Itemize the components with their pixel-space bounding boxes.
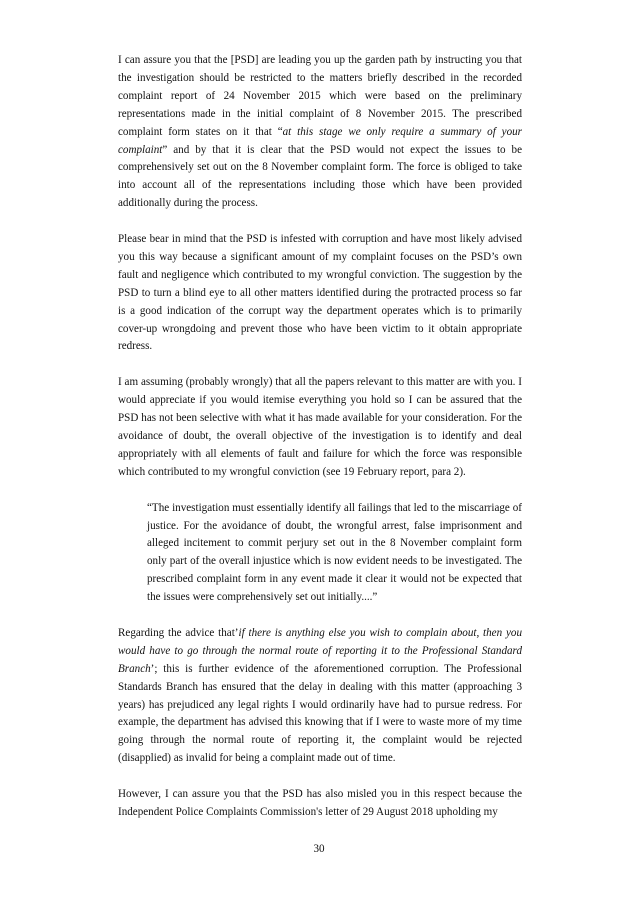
paragraph-text: ’; this is further evidence of the aforementioned corruption. The Professional Standards Branch has ensured that the delay in dealing with this matter (approaching 3 years) has prejudiced any legal rights I would ordinarily have had to pursue redress. For example, the department has advised this knowing that if I were to waste more of my time going through the normal route of reporting it, the complaint would be rejected (disapplied) as invalid for being a complaint made out of time. xyxy=(118,662,522,765)
paragraph-text: I can assure you that the [PSD] are leading you up the garden path by instructing you that the investigation should be restricted to the matters briefly described in the recorded complaint report of 24 November 2015 which were based on the preliminary representations made in the initial complaint of 8 November 2015. The prescribed complaint form states on it that “ xyxy=(118,54,522,138)
quoted-advice-text: if there is anything else you wish to complain about, then you would have to go through the normal route of reporting it to the Professional Standard Branch xyxy=(118,626,522,675)
page-body xyxy=(118,52,522,822)
paragraph-text: ” and by that it is clear that the PSD would not expect the issues to be comprehensively set out on the 8 November complaint form. The force is obliged to take into account all of the representations including those which have been provided additionally during the process. xyxy=(118,143,522,210)
paragraph-text: Regarding the advice that’ xyxy=(118,626,239,639)
block-quote: “The investigation must essentially identify all failings that led to the miscarriage of justice. For the avoidance of doubt, the wrongful arrest, false imprisonment and alleged incitement to commit perjury set out in the 8 November complaint form only part of the overall injustice which is now evident needs to be investigated. The prescribed complaint form in any event made it clear it would not be expected that the issues were comprehensively set out initially....” xyxy=(147,501,522,604)
quoted-form-text: at this stage we only require a summary of your complaint xyxy=(118,125,522,156)
paragraph-advice xyxy=(118,625,522,768)
paragraph-garden-path xyxy=(118,52,522,213)
paragraph-itemise-papers: I am assuming (probably wrongly) that all the papers relevant to this matter are with you. I would appreciate if you would itemise everything you hold so I can be assured that the PSD has not been selective with what it has made available for your consideration. For the avoidance of doubt, the overall objective of the investigation is to identify and deal appropriately with all elements of fault and failure for which the force was responsible which contributed to my wrongful conviction (see 19 February report, para 2). xyxy=(118,376,522,478)
page-number: 30 xyxy=(313,843,325,855)
paragraph-corruption: Please bear in mind that the PSD is infested with corruption and have most likely advised you this way because a significant amount of my complaint focuses on the PSD’s own fault and negligence which contributed to my wrongful conviction. The suggestion by the PSD to turn a blind eye to all other matters identified during the protracted process so far is a good indication of the corrupt way the department operates which is to primarily cover-up wrongdoing and prevent those who have been victim to it obtain appropriate redress. xyxy=(118,233,522,353)
paragraph-misled: However, I can assure you that the PSD has also misled you in this respect because the Independent Police Complaints Commission's letter of 29 August 2018 upholding my xyxy=(118,788,522,818)
